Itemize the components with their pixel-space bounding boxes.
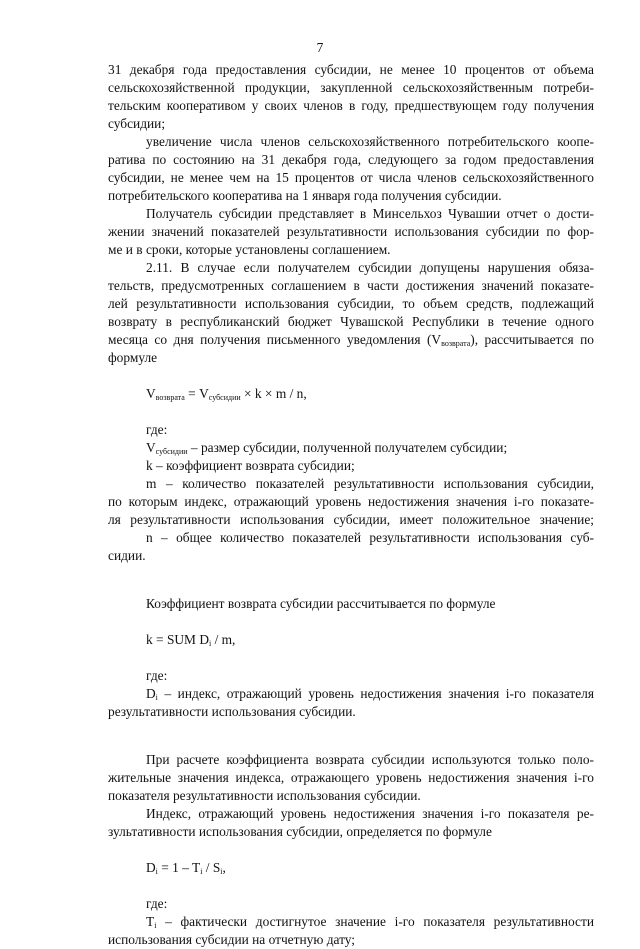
formula-part: D bbox=[146, 860, 156, 875]
coefficient-heading: Коэффициент возврата субсидии рассчитывается по формуле bbox=[146, 596, 496, 611]
text-line: лей результативности использования субсидии, то объем средств, подлежащий bbox=[108, 296, 594, 311]
text-line: ме и в сроки, которые установлены соглашением. bbox=[108, 242, 391, 257]
text-line: ратива по состоянию на 31 декабря года, следующего за годом предоставления bbox=[108, 152, 594, 167]
formula-coefficient bbox=[108, 631, 594, 649]
text-line: жении значений показателей результативности использования субсидии по фор- bbox=[108, 224, 594, 239]
formula-part: = 1 – T bbox=[157, 860, 201, 875]
formula-part: = V bbox=[184, 386, 209, 401]
text-line: использования субсидии на отчетную дату; bbox=[108, 932, 356, 947]
symbol: T bbox=[146, 914, 155, 929]
paragraph-member-increase bbox=[108, 133, 594, 205]
text-line: потребительского кооператива на 1 января года получения субсидии. bbox=[108, 188, 502, 203]
definition-text: – фактически достигнутое значение i-го показателя результативности bbox=[156, 914, 594, 929]
paragraph-report bbox=[108, 205, 594, 259]
subscript: i bbox=[155, 867, 158, 876]
paragraph-2-11 bbox=[108, 259, 594, 367]
text-line bbox=[108, 331, 594, 349]
formula-part: × k × m / n, bbox=[240, 386, 307, 401]
text-line: по которым индекс, отражающий уровень недостижения значения i-го показате- bbox=[108, 494, 594, 509]
text-line: показателя результативности использования субсидии. bbox=[108, 788, 421, 803]
definitions-index bbox=[108, 895, 594, 949]
definition-text: – индекс, отражающий уровень недостижения значения i-го показателя bbox=[157, 686, 594, 701]
text-line: Получатель субсидии представляет в Минсельхоз Чувашии отчет о дости- bbox=[146, 206, 594, 221]
formula-refund bbox=[108, 385, 594, 403]
text-line: субсидии, не менее чем на 15 процентов от числа членов сельскохозяйственного bbox=[108, 170, 594, 185]
subscript: i bbox=[154, 921, 157, 930]
text-line: формуле bbox=[108, 350, 158, 365]
text-line: сельскохозяйственной продукции, закупленной сельскохозяйственным потреби- bbox=[108, 80, 594, 95]
subscript: i bbox=[220, 867, 223, 876]
symbol: V bbox=[146, 440, 156, 455]
subscript: возврата bbox=[441, 339, 471, 348]
definition-v-subsidy bbox=[108, 439, 594, 457]
text-line: Индекс, отражающий уровень недостижения значения i-го показателя ре- bbox=[146, 806, 594, 821]
definition-d bbox=[108, 685, 594, 703]
page-number: 7 bbox=[316, 40, 324, 55]
paragraph-positive-values bbox=[108, 751, 594, 805]
where-label: где: bbox=[146, 668, 168, 683]
definition-m: m – количество показателей результативности использования субсидии, bbox=[146, 476, 594, 491]
text-line: При расчете коэффициента возврата субсидии используются только поло- bbox=[146, 752, 594, 767]
definition-text: – размер субсидии, полученной получателем субсидии; bbox=[187, 440, 508, 455]
text-line: тельств, предусмотренных соглашением в части достижения значений показате- bbox=[108, 278, 594, 293]
subscript: субсидии bbox=[155, 447, 188, 456]
text-line: зультативности использования субсидии, определяется по формуле bbox=[108, 824, 492, 839]
text-line: увеличение числа членов сельскохозяйственного потребительского коопе- bbox=[146, 134, 594, 149]
text-line: ля результативности использования субсидии, имеет положительное значение; bbox=[108, 512, 594, 527]
text-line: жительные значения индекса, отражающего уровень недостижения значения i-го bbox=[108, 770, 594, 785]
text-line: тельским кооперативом у своих членов в году, предшествующем году получения bbox=[108, 98, 594, 113]
where-label: где: bbox=[146, 422, 168, 437]
paragraph-index bbox=[108, 805, 594, 841]
text-line: результативности использования субсидии. bbox=[108, 704, 356, 719]
where-label: где: bbox=[146, 896, 168, 911]
formula-part: V bbox=[146, 386, 156, 401]
formula-index bbox=[108, 859, 594, 877]
formula-part: , bbox=[222, 860, 226, 875]
text-line: 2.11. В случае если получателем субсидии допущены нарушения обяза- bbox=[146, 260, 594, 275]
subscript: i bbox=[200, 867, 203, 876]
formula-part: / m, bbox=[211, 632, 236, 647]
subscript: возврата bbox=[155, 393, 185, 402]
definition-t bbox=[108, 913, 594, 931]
subscript: i bbox=[208, 639, 212, 648]
formula-part: k = SUM D bbox=[146, 632, 209, 647]
definition-n: n – общее количество показателей результативности использования суб- bbox=[146, 530, 594, 545]
text-line: сидии. bbox=[108, 548, 146, 563]
subscript: субсидии bbox=[208, 393, 241, 402]
text-line: субсидии; bbox=[108, 116, 166, 131]
definitions-refund bbox=[108, 421, 594, 565]
definitions-coefficient bbox=[108, 667, 594, 721]
formula-part: / S bbox=[202, 860, 221, 875]
text-fragment: месяца со дня получения письменного уведомления (V bbox=[108, 332, 442, 347]
symbol: D bbox=[146, 686, 156, 701]
text-line: 31 декабря года предоставления субсидии, не менее 10 процентов от объема bbox=[108, 62, 594, 77]
text-fragment: ), рассчитывается по bbox=[470, 332, 594, 347]
document-body bbox=[108, 61, 594, 949]
paragraph-sales-volume bbox=[108, 61, 594, 133]
subscript: i bbox=[155, 693, 158, 702]
text-line: возврату в республиканский бюджет Чувашской Республики в течение одного bbox=[108, 314, 594, 329]
definition-k: k – коэффициент возврата субсидии; bbox=[146, 458, 355, 473]
